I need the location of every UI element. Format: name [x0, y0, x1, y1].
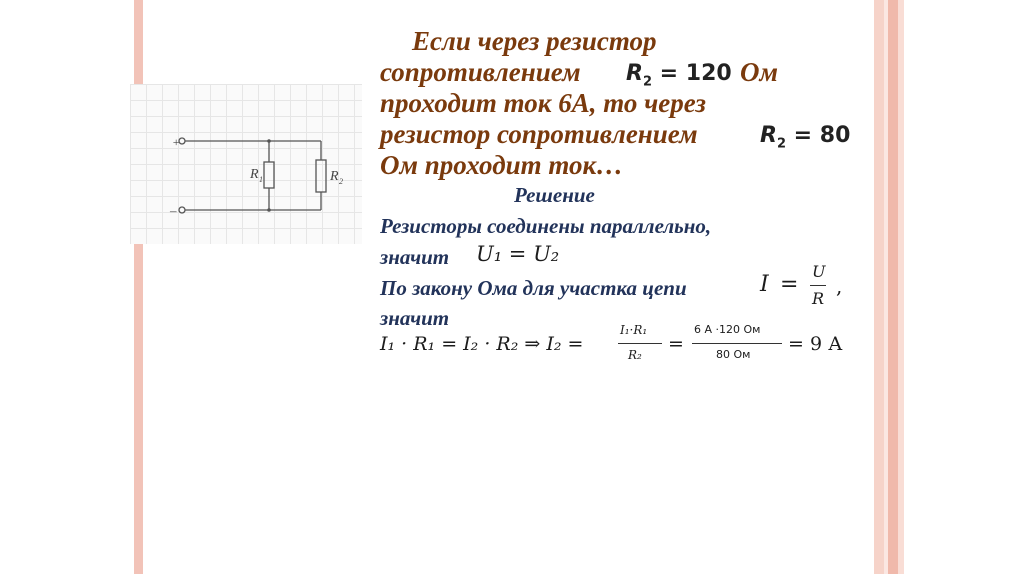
r2-label: R — [330, 169, 339, 184]
right-decorative-stripe — [898, 0, 904, 574]
solution-heading: Решение — [514, 183, 595, 207]
right-decorative-stripe — [888, 0, 898, 574]
resistor-r2 — [316, 160, 326, 192]
junction-dot — [267, 208, 271, 212]
problem-line-3: Ом — [740, 57, 778, 87]
problem-line-5: резистор сопротивлением — [380, 119, 698, 149]
r2-subscript: 2 — [339, 177, 343, 186]
ohm-numerator: U — [812, 262, 826, 281]
solution-line-1: Резисторы соединены параллельно, — [380, 214, 712, 238]
resistor-r1 — [264, 162, 274, 188]
r2-eq-80 — [760, 123, 850, 151]
right-decorative-stripe — [874, 0, 884, 574]
solution-line-2: значит — [380, 245, 450, 269]
r1-subscript: 1 — [259, 175, 263, 184]
fraction2-numerator: 6 А ·120 Ом — [694, 323, 761, 336]
fraction-equals: = — [668, 333, 684, 355]
problem-line-2: сопротивлением — [380, 57, 581, 87]
problem-line-6: Ом проходит ток… — [380, 150, 624, 180]
fraction1-denominator: R₂ — [628, 348, 642, 362]
solution-line-4: значит — [380, 306, 450, 330]
ohm-denominator: R — [812, 289, 825, 308]
r2-symbol: R — [626, 61, 643, 86]
problem-line-1: Если через резистор — [412, 26, 657, 56]
minus-label: – — [170, 203, 177, 218]
fraction2-bar — [692, 343, 782, 344]
plus-label: + — [172, 135, 181, 149]
value-80: = 80 — [793, 123, 851, 148]
r2-subscript: 2 — [642, 74, 652, 90]
solution-line-3: По закону Ома для участка цепи — [380, 276, 687, 300]
problem-line-4: проходит ток 6А, то через — [380, 88, 706, 118]
ohm-fraction-bar — [810, 285, 826, 286]
r2-subscript: 2 — [776, 136, 786, 152]
ohm-equals: = — [780, 272, 799, 297]
ohm-i: I — [760, 272, 769, 297]
final-result: = 9 А — [788, 333, 843, 355]
r1-label: R — [250, 167, 259, 182]
value-120: = 120 — [659, 61, 732, 86]
minus-terminal — [179, 207, 185, 213]
fraction2-denominator: 80 Ом — [716, 348, 751, 361]
r2-symbol: R — [760, 123, 777, 148]
junction-dot — [267, 139, 271, 143]
final-equation-lhs: I₁ · R₁ = I₂ · R₂ ⇒ I₂ = — [380, 333, 584, 355]
voltage-equality: U₁ = U₂ — [476, 242, 560, 266]
fraction1-numerator: I₁·R₁ — [620, 323, 648, 337]
circuit-diagram — [130, 84, 362, 244]
r2-eq-120 — [626, 61, 732, 89]
ohm-comma: , — [836, 274, 843, 298]
fraction1-bar — [618, 343, 662, 344]
